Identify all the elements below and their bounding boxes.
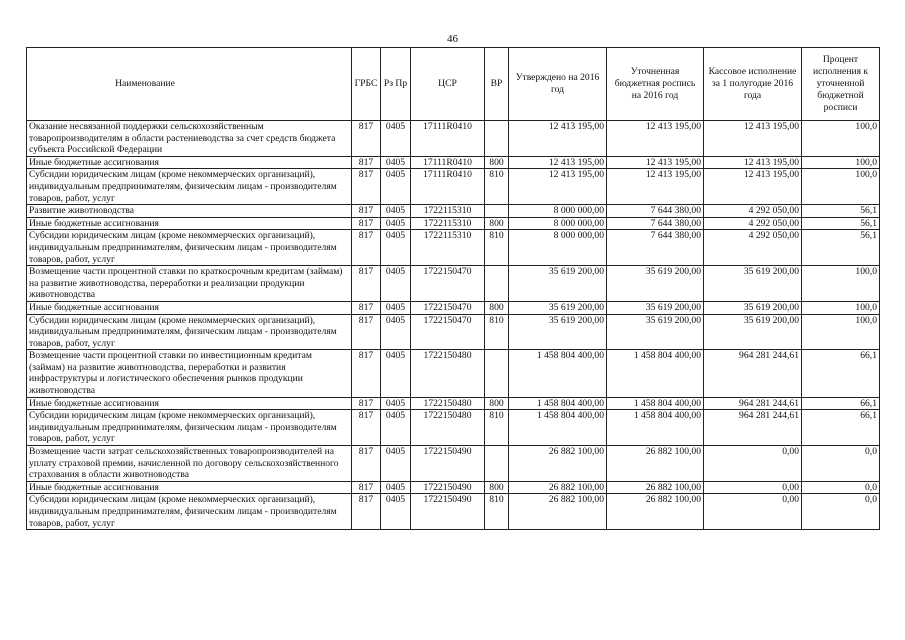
table-row [27,314,880,350]
row-grbs: 817 [352,169,381,205]
row-vr [485,266,509,302]
row-refined: 26 882 100,00 [607,446,704,482]
row-vr [485,350,509,397]
row-name: Иные бюджетные ассигнования [27,217,352,230]
header-row [27,48,880,121]
row-name: Субсидии юридическим лицам (кроме некоммерческих организаций), индивидуальным предпринимателям, физическим лицам - производителям товаров, работ, услуг [27,314,352,350]
row-csr: 1722150470 [411,314,485,350]
row-vr: 800 [485,397,509,410]
row-refined: 12 413 195,00 [607,121,704,157]
row-rzpr: 0405 [381,481,411,494]
row-approved: 1 458 804 400,00 [509,397,607,410]
row-approved: 12 413 195,00 [509,169,607,205]
row-vr [485,121,509,157]
row-approved: 35 619 200,00 [509,266,607,302]
row-csr: 1722115310 [411,230,485,266]
row-grbs: 817 [352,205,381,218]
row-approved: 8 000 000,00 [509,230,607,266]
row-vr: 800 [485,217,509,230]
row-csr: 1722150480 [411,397,485,410]
table-row [27,121,880,157]
row-vr [485,205,509,218]
row-percent: 66,1 [802,397,880,410]
row-refined: 7 644 380,00 [607,205,704,218]
row-percent: 100,0 [802,156,880,169]
row-grbs: 817 [352,481,381,494]
row-rzpr: 0405 [381,410,411,446]
row-approved: 1 458 804 400,00 [509,350,607,397]
row-refined: 35 619 200,00 [607,314,704,350]
table-row [27,494,880,530]
row-refined: 1 458 804 400,00 [607,410,704,446]
row-rzpr: 0405 [381,205,411,218]
table-row [27,397,880,410]
header-grbs: ГРБС [352,48,381,121]
row-approved: 12 413 195,00 [509,156,607,169]
row-name: Возмещение части процентной ставки по инвестиционным кредитам (займам) на развитие животноводства, переработки и развития инфраструктуры и логистического обеспечения рынков продукции животноводства [27,350,352,397]
header-percent: Процент исполнения к уточненной бюджетной росписи [802,48,880,121]
row-cash: 964 281 244,61 [704,397,802,410]
row-cash: 0,00 [704,446,802,482]
row-csr: 1722150480 [411,350,485,397]
table-row [27,350,880,397]
row-vr: 810 [485,410,509,446]
row-percent: 56,1 [802,205,880,218]
row-percent: 100,0 [802,121,880,157]
row-refined: 7 644 380,00 [607,230,704,266]
table-row [27,301,880,314]
row-cash: 0,00 [704,494,802,530]
row-percent: 56,1 [802,217,880,230]
table-body [27,121,880,530]
row-name: Иные бюджетные ассигнования [27,397,352,410]
row-approved: 12 413 195,00 [509,121,607,157]
row-rzpr: 0405 [381,266,411,302]
row-vr [485,446,509,482]
row-cash: 12 413 195,00 [704,169,802,205]
row-rzpr: 0405 [381,350,411,397]
row-approved: 8 000 000,00 [509,217,607,230]
row-csr: 1722150470 [411,301,485,314]
row-rzpr: 0405 [381,217,411,230]
row-percent: 100,0 [802,169,880,205]
row-cash: 12 413 195,00 [704,121,802,157]
row-refined: 12 413 195,00 [607,156,704,169]
row-cash: 12 413 195,00 [704,156,802,169]
row-grbs: 817 [352,314,381,350]
page-number: 46 [447,33,458,45]
row-grbs: 817 [352,156,381,169]
row-rzpr: 0405 [381,169,411,205]
row-approved: 26 882 100,00 [509,494,607,530]
table-row [27,205,880,218]
row-csr: 17111R0410 [411,121,485,157]
row-csr: 1722150490 [411,481,485,494]
header-name: Наименование [27,48,352,121]
row-cash: 4 292 050,00 [704,205,802,218]
row-name: Субсидии юридическим лицам (кроме некоммерческих организаций), индивидуальным предпринимателям, физическим лицам - производителям товаров, работ, услуг [27,230,352,266]
header-rzpr: Рз Пр [381,48,411,121]
row-vr: 810 [485,494,509,530]
row-vr: 810 [485,230,509,266]
row-vr: 800 [485,156,509,169]
row-vr: 810 [485,169,509,205]
row-rzpr: 0405 [381,314,411,350]
row-percent: 100,0 [802,314,880,350]
row-name: Субсидии юридическим лицам (кроме некоммерческих организаций), индивидуальным предпринимателям, физическим лицам - производителям товаров, работ, услуг [27,169,352,205]
table-row [27,230,880,266]
row-percent: 66,1 [802,350,880,397]
row-approved: 26 882 100,00 [509,481,607,494]
row-refined: 26 882 100,00 [607,481,704,494]
budget-table [26,47,880,530]
row-grbs: 817 [352,266,381,302]
row-approved: 35 619 200,00 [509,314,607,350]
row-grbs: 817 [352,494,381,530]
row-percent: 0,0 [802,494,880,530]
row-grbs: 817 [352,301,381,314]
row-vr: 800 [485,481,509,494]
row-refined: 12 413 195,00 [607,169,704,205]
row-csr: 1722150490 [411,446,485,482]
row-refined: 35 619 200,00 [607,266,704,302]
row-cash: 964 281 244,61 [704,410,802,446]
row-approved: 26 882 100,00 [509,446,607,482]
row-name: Субсидии юридическим лицам (кроме некоммерческих организаций), индивидуальным предпринимателям, физическим лицам - производителям товаров, работ, услуг [27,410,352,446]
row-cash: 0,00 [704,481,802,494]
row-grbs: 817 [352,397,381,410]
row-rzpr: 0405 [381,446,411,482]
row-percent: 66,1 [802,410,880,446]
row-grbs: 817 [352,121,381,157]
row-csr: 1722115310 [411,217,485,230]
row-name: Возмещение части процентной ставки по краткосрочным кредитам (займам) на развитие животноводства, переработки и реализации продукции животноводства [27,266,352,302]
row-percent: 0,0 [802,481,880,494]
row-cash: 35 619 200,00 [704,314,802,350]
row-name: Иные бюджетные ассигнования [27,301,352,314]
row-csr: 1722150490 [411,494,485,530]
table-row [27,410,880,446]
row-vr: 800 [485,301,509,314]
row-grbs: 817 [352,230,381,266]
row-percent: 56,1 [802,230,880,266]
row-rzpr: 0405 [381,494,411,530]
row-rzpr: 0405 [381,156,411,169]
row-name: Субсидии юридическим лицам (кроме некоммерческих организаций), индивидуальным предпринимателям, физическим лицам - производителям товаров, работ, услуг [27,494,352,530]
table-row [27,169,880,205]
row-percent: 100,0 [802,266,880,302]
row-name: Иные бюджетные ассигнования [27,481,352,494]
row-approved: 35 619 200,00 [509,301,607,314]
row-name: Возмещение части затрат сельскохозяйственных товаропроизводителей на уплату страховой премии, начисленной по договору сельскохозяйственного страхования в области животноводства [27,446,352,482]
row-csr: 1722150480 [411,410,485,446]
row-vr: 810 [485,314,509,350]
row-refined: 7 644 380,00 [607,217,704,230]
row-approved: 1 458 804 400,00 [509,410,607,446]
row-refined: 26 882 100,00 [607,494,704,530]
row-rzpr: 0405 [381,121,411,157]
header-csr: ЦСР [411,48,485,121]
header-cash: Кассовое исполнение за 1 полугодие 2016 года [704,48,802,121]
row-grbs: 817 [352,410,381,446]
table-row [27,217,880,230]
header-refined: Уточненная бюджетная роспись на 2016 год [607,48,704,121]
row-refined: 1 458 804 400,00 [607,397,704,410]
table-row [27,481,880,494]
row-percent: 100,0 [802,301,880,314]
row-grbs: 817 [352,446,381,482]
table-row [27,266,880,302]
row-rzpr: 0405 [381,301,411,314]
row-cash: 4 292 050,00 [704,217,802,230]
table-row [27,446,880,482]
row-refined: 1 458 804 400,00 [607,350,704,397]
row-cash: 35 619 200,00 [704,301,802,314]
table-row [27,156,880,169]
row-csr: 1722115310 [411,205,485,218]
row-name: Оказание несвязанной поддержки сельскохозяйственным товаропроизводителям в области растениеводства за счет средств бюджета субъекта Российской Федерации [27,121,352,157]
header-approved: Утверждено на 2016 год [509,48,607,121]
row-refined: 35 619 200,00 [607,301,704,314]
row-name: Иные бюджетные ассигнования [27,156,352,169]
row-grbs: 817 [352,350,381,397]
header-vr: ВР [485,48,509,121]
row-grbs: 817 [352,217,381,230]
row-approved: 8 000 000,00 [509,205,607,218]
row-percent: 0,0 [802,446,880,482]
row-csr: 17111R0410 [411,156,485,169]
row-name: Развитие животноводства [27,205,352,218]
row-rzpr: 0405 [381,397,411,410]
row-csr: 1722150470 [411,266,485,302]
row-cash: 35 619 200,00 [704,266,802,302]
row-rzpr: 0405 [381,230,411,266]
row-cash: 4 292 050,00 [704,230,802,266]
row-csr: 17111R0410 [411,169,485,205]
row-cash: 964 281 244,61 [704,350,802,397]
